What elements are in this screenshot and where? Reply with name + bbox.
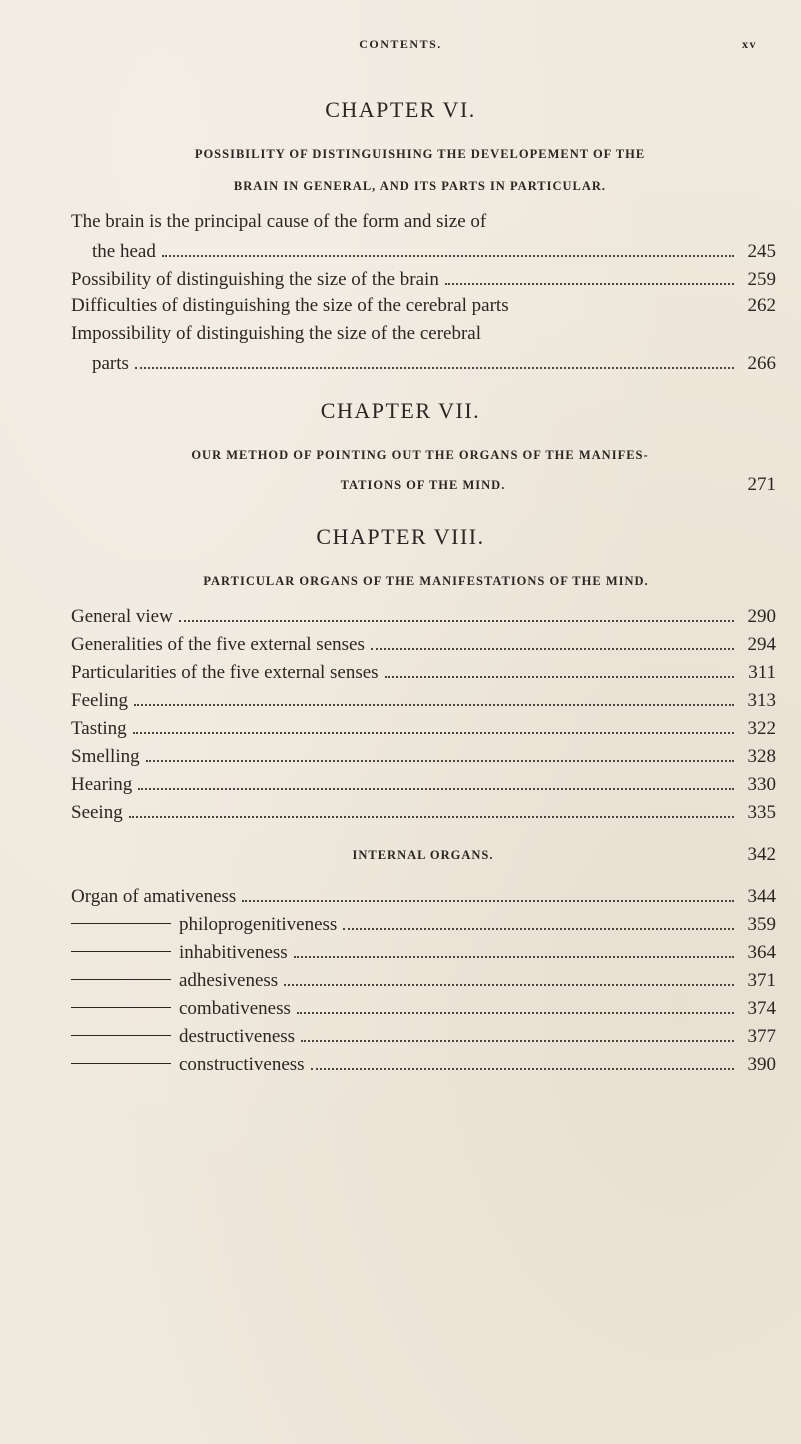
toc-entry	[71, 600, 776, 630]
dot-leader	[343, 908, 734, 930]
toc-entry	[71, 235, 776, 265]
chapter-6-subtitle-line-1: POSSIBILITY OF DISTINGUISHING THE DEVELOPEMENT OF THE	[194, 147, 646, 161]
toc-entry-label: Seeing	[71, 802, 123, 823]
toc-entry-label-text: combativeness	[179, 998, 291, 1019]
toc-entry-page: 259	[747, 269, 776, 290]
chapter-7-subtitle-line-2: TATIONS OF THE MIND.	[340, 478, 506, 492]
dot-leader	[242, 880, 734, 902]
toc-entry	[71, 712, 776, 742]
page-folio: xv	[742, 37, 757, 51]
chapter-8-heading: CHAPTER VIII.	[316, 524, 485, 549]
toc-entry	[71, 656, 776, 686]
ditto-rule	[71, 1035, 171, 1036]
dot-leader	[445, 263, 734, 285]
chapter-6-heading: CHAPTER VI.	[325, 97, 476, 122]
ditto-rule	[71, 979, 171, 980]
toc-entry-page: 245	[747, 241, 776, 262]
toc-entry-page: 374	[747, 998, 776, 1019]
toc-entry-page: 311	[748, 662, 776, 683]
toc-entry	[71, 628, 776, 658]
toc-entry-page: 342	[747, 844, 776, 865]
toc-entry-label: Generalities of the five external senses	[71, 634, 365, 655]
toc-entry	[71, 740, 776, 770]
toc-entry-label: Feeling	[71, 690, 128, 711]
dot-leader	[294, 936, 734, 958]
toc-entry-label: Organ of amativeness	[71, 886, 237, 907]
dot-leader	[133, 712, 734, 734]
toc-entry-label: Possibility of distinguishing the size of the brain	[71, 269, 439, 290]
toc-entry-label-text: inhabitiveness	[179, 942, 288, 963]
dot-leader	[146, 740, 734, 762]
toc-entry-page: 294	[747, 634, 776, 655]
toc-entry-page: 330	[747, 774, 776, 795]
ditto-rule	[71, 1007, 171, 1008]
toc-entry	[71, 684, 776, 714]
toc-entry	[71, 768, 776, 798]
dot-leader	[311, 1048, 734, 1070]
toc-entry-label: Hearing	[71, 774, 133, 795]
toc-entry	[71, 964, 776, 994]
dot-leader	[371, 628, 734, 650]
running-head	[0, 37, 801, 61]
chapter-8-subtitle: PARTICULAR ORGANS OF THE MANIFESTATIONS OF THE MIND.	[203, 574, 649, 588]
toc-entry-label: General view	[71, 606, 173, 627]
dot-leader	[301, 1020, 734, 1042]
toc-entry	[71, 1020, 776, 1050]
dot-leader	[134, 684, 734, 706]
toc-entry	[71, 291, 776, 321]
toc-entry-page: 390	[747, 1054, 776, 1075]
running-head-title: CONTENTS.	[359, 37, 442, 51]
toc-entry	[71, 992, 776, 1022]
toc-entry	[71, 908, 776, 938]
dot-leader	[385, 656, 734, 678]
dot-leader	[284, 964, 734, 986]
toc-entry-label-text: philoprogenitiveness	[179, 914, 338, 935]
toc-entry-page: 371	[747, 970, 776, 991]
toc-entry-label: Tasting	[71, 718, 127, 739]
toc-entry-label-text: constructiveness	[179, 1054, 305, 1075]
toc-entry-label-text: destructiveness	[179, 1026, 296, 1047]
dot-leader	[129, 796, 734, 818]
toc-entry-label: Smelling	[71, 746, 140, 767]
toc-entry-page: 322	[747, 718, 776, 739]
ditto-rule	[71, 1063, 171, 1064]
dot-leader	[179, 600, 734, 622]
chapter-6-subtitle-line-2: BRAIN IN GENERAL, AND ITS PARTS IN PARTICULAR.	[233, 179, 607, 193]
toc-entry-label: Particularities of the five external senses	[71, 662, 379, 683]
toc-entry-page: 313	[747, 690, 776, 711]
toc-entry-page: 335	[747, 802, 776, 823]
toc-entry-page: 377	[747, 1026, 776, 1047]
dot-leader	[162, 235, 734, 257]
toc-entry-line: The brain is the principal cause of the form and size of	[71, 211, 487, 232]
toc-entry	[71, 880, 776, 910]
dot-leader	[138, 768, 734, 790]
toc-entry-label: parts	[92, 353, 129, 374]
toc-entry-label-text: adhesiveness	[179, 970, 279, 991]
toc-entry	[71, 263, 776, 293]
toc-entry-page: 364	[747, 942, 776, 963]
toc-entry-page: 262	[747, 295, 776, 316]
ditto-rule	[71, 951, 171, 952]
toc-entry-page: 266	[747, 353, 776, 374]
ditto-rule	[71, 923, 171, 924]
toc-entry-label: the head	[92, 241, 156, 262]
toc-entry-page: 290	[747, 606, 776, 627]
internal-organs-heading: INTERNAL ORGANS.	[352, 848, 494, 862]
toc-entry-page: 271	[747, 474, 776, 495]
toc-entry	[71, 1048, 776, 1078]
toc-entry-page: 359	[747, 914, 776, 935]
toc-entry	[71, 347, 776, 377]
toc-entry	[71, 796, 776, 826]
chapter-7-subtitle-line-1: OUR METHOD OF POINTING OUT THE ORGANS OF THE MANIFES-	[191, 448, 649, 462]
toc-entry-label: Difficulties of distinguishing the size of the cerebral parts	[71, 295, 509, 316]
toc-entry-page: 344	[747, 886, 776, 907]
toc-entry-line: Impossibility of distinguishing the size of the cerebral	[71, 323, 482, 344]
dot-leader	[135, 347, 734, 369]
dot-leader	[297, 992, 734, 1014]
toc-entry-label	[71, 1050, 309, 1080]
toc-entry-page: 328	[747, 746, 776, 767]
toc-entry	[71, 936, 776, 966]
chapter-7-heading: CHAPTER VII.	[320, 398, 481, 423]
